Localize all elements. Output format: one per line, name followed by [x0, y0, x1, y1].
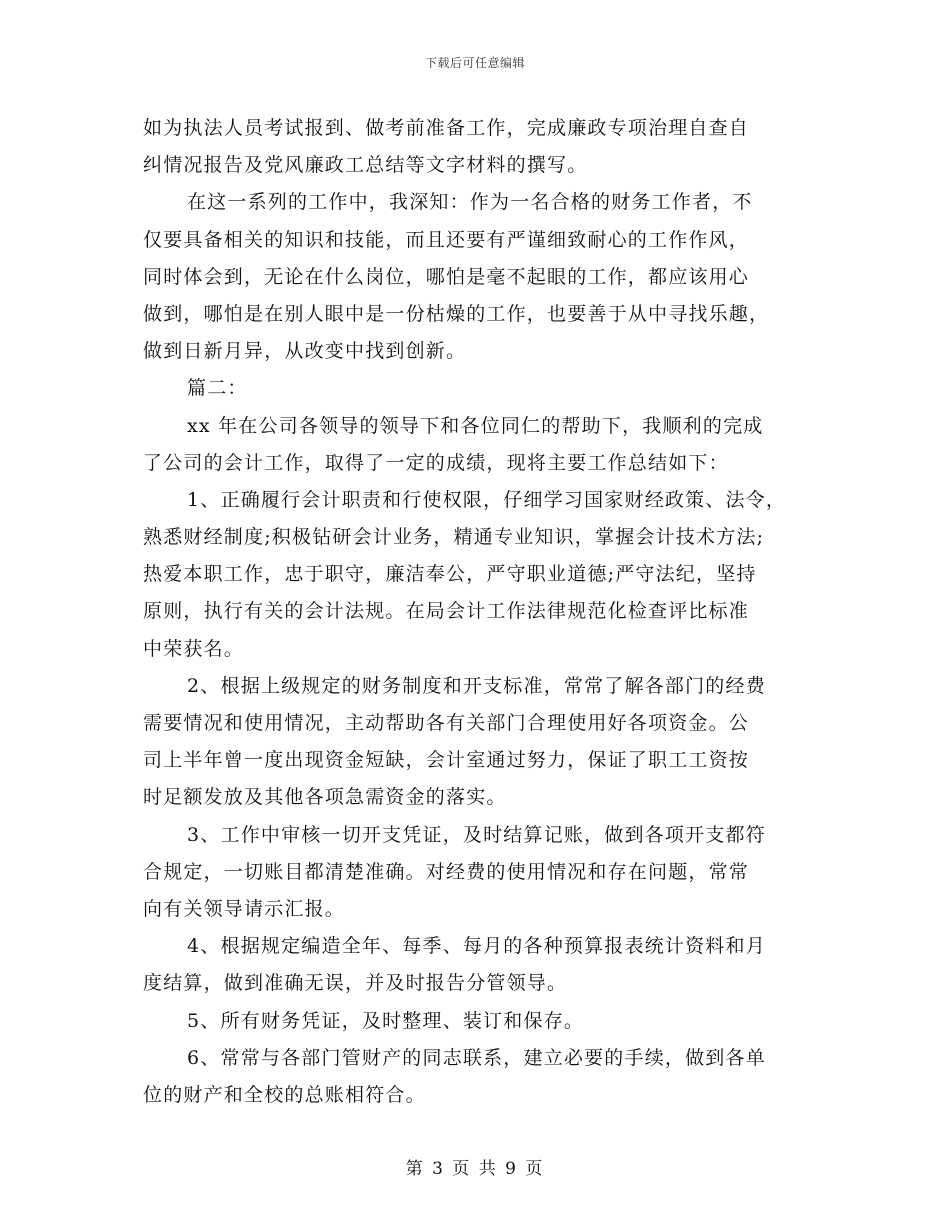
- section-heading: 篇二：: [187, 377, 248, 400]
- text-line: 6、常常与各部门管财产的同志联系，建立必要的手续，做到各单: [187, 1046, 766, 1069]
- page-header: 下载后可任意编辑: [424, 56, 525, 70]
- text-line: 2、根据上级规定的财务制度和开支标准，常常了解各部门的经费: [187, 674, 766, 697]
- text-line: 时足额发放及其他各项急需资金的落实。: [143, 786, 507, 809]
- document-body: [143, 110, 823, 1114]
- text-line: 熟悉财经制度;积极钻研会计业务，精通专业知识，掌握会计技术方法;: [143, 526, 765, 549]
- text-line: 合规定，一切账目都清楚准确。对经费的使用情况和存在问题，常常: [143, 860, 750, 883]
- text-line: 如为执法人员考试报到、做考前准备工作，完成廉政专项治理自查自: [143, 117, 750, 139]
- text-line: 向有关领导请示汇报。: [143, 897, 346, 920]
- text-line: 了公司的会计工作，取得了一定的成绩，现将主要工作总结如下：: [143, 451, 729, 474]
- text-line: 热爱本职工作，忠于职守，廉洁奉公，严守职业道德;严守法纪，坚持: [143, 563, 757, 586]
- text-line: 位的财产和全校的总账相符合。: [143, 1083, 426, 1106]
- text-line: xx 年在公司各领导的领导下和各位同仁的帮助下，我顺利的完成: [187, 414, 764, 437]
- text-line: 1、正确履行会计职责和行使权限，仔细学习国家财经政策、法令，: [187, 488, 787, 511]
- text-line: 同时体会到，无论在什么岗位，哪怕是毫不起眼的工作，都应该用心: [143, 265, 750, 288]
- page-footer: 第 3 页 共 9 页: [405, 1159, 545, 1179]
- text-line: 司上半年曾一度出现资金短缺，会计室通过努力，保证了职工工资按: [143, 749, 750, 772]
- text-line: 度结算，做到准确无误，并及时报告分管领导。: [143, 972, 568, 995]
- text-line: 需要情况和使用情况，主动帮助各有关部门合理使用好各项资金。公: [143, 712, 750, 734]
- text-line: 原则，执行有关的会计法规。在局会计工作法律规范化检查评比标准: [143, 600, 750, 623]
- text-line: 3、工作中审核一切开支凭证，及时结算记账，做到各项开支都符: [187, 823, 766, 846]
- text-line: 纠情况报告及党风廉政工总结等文字材料的撰写。: [143, 154, 588, 177]
- text-line: 4、根据规定编造全年、每季、每月的各种预算报表统计资料和月: [187, 935, 766, 958]
- text-line: 5、所有财务凭证，及时整理、装订和保存。: [187, 1009, 585, 1032]
- text-line: 仅要具备相关的知识和技能，而且还要有严谨细致耐心的工作作风，: [143, 228, 750, 251]
- text-line: 中荣获名。: [143, 637, 245, 660]
- text-line: 在这一系列的工作中，我深知：作为一名合格的财务工作者，不: [187, 191, 753, 214]
- text-line: 做到日新月异，从改变中找到创新。: [143, 340, 467, 363]
- text-line: 做到，哪怕是在别人眼中是一份枯燥的工作，也要善于从中寻找乐趣，: [143, 302, 770, 325]
